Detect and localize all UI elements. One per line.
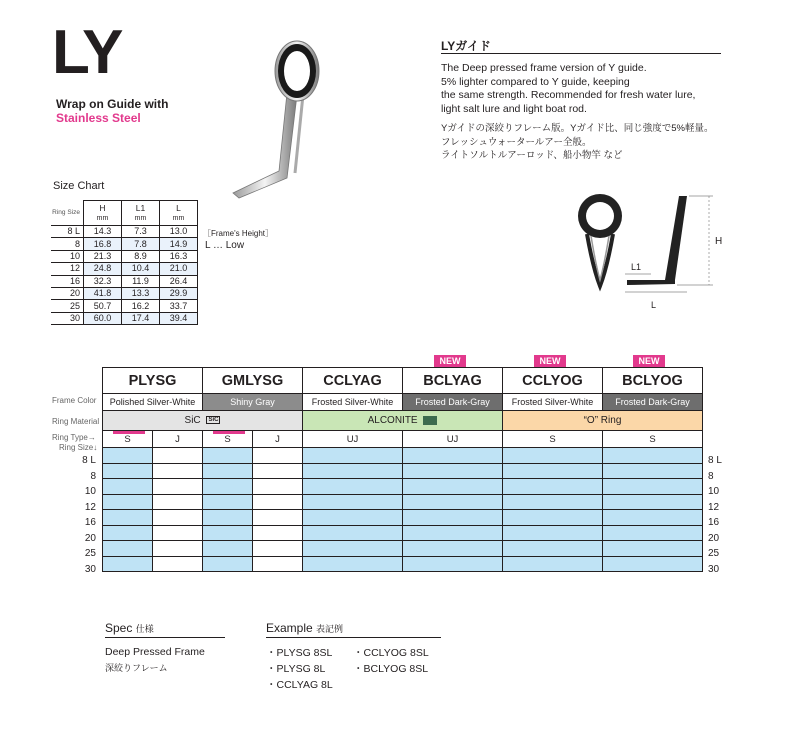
- grid-size-labels-left: [66, 455, 98, 579]
- ring-material-label: Ring Material: [52, 417, 100, 426]
- ring-type-cell: UJ: [303, 431, 403, 448]
- size-row: 25 50.7 16.2 33.7: [51, 300, 198, 312]
- desc-en-line: light salt lure and light boat rod.: [441, 102, 587, 115]
- frame-color-cell: Shiny Gray: [203, 394, 303, 411]
- description-japanese: [441, 122, 761, 163]
- spec-line2: 深絞りフレーム: [105, 663, 168, 673]
- size-grid-row: [103, 541, 703, 557]
- example-item: ・CCLYAG 8L: [266, 679, 333, 691]
- model-gmlysg: GMLYSG: [203, 368, 303, 394]
- model-bclyog: BCLYOG: [603, 368, 703, 394]
- size-row: 30 60.0 17.4 39.4: [51, 312, 198, 324]
- grid-size-label: 16: [84, 517, 96, 528]
- example-heading: Example 表記例: [266, 621, 344, 635]
- ring-type-cell: J: [253, 431, 303, 448]
- frame-color-cell: Frosted Dark-Gray: [603, 394, 703, 411]
- example-item: ・CCLYOG 8SL: [353, 647, 429, 659]
- guide-photo: [225, 33, 345, 203]
- ring-type-cell: J: [153, 431, 203, 448]
- description-heading: LYガイド: [441, 39, 491, 53]
- grid-size-label: 25: [708, 548, 720, 559]
- description-rule: [441, 53, 721, 54]
- frame-color-cell: Polished Silver-White: [103, 394, 203, 411]
- alconite-label: ALCONITE: [367, 415, 418, 426]
- example-item: ・PLYSG 8SL: [266, 647, 333, 659]
- grid-size-label: 12: [84, 501, 96, 513]
- size-grid-row: [103, 556, 703, 572]
- frame-color-cell: Frosted Dark-Gray: [403, 394, 503, 411]
- ring-type-cell: S: [103, 431, 153, 448]
- frame-height-note: ［Frame's Height］: [203, 229, 273, 238]
- size-grid-row: [103, 448, 703, 464]
- new-badge-cclyog: NEW: [534, 355, 566, 368]
- product-title: LY: [52, 18, 122, 87]
- size-row: 12 24.8 10.4 21.0: [51, 263, 198, 275]
- grid-size-label: 20: [84, 532, 96, 544]
- frame-color-row: [103, 394, 703, 411]
- frame-color-cell: Frosted Silver-White: [503, 394, 603, 411]
- ring-size-label: Ring Size↓: [59, 443, 98, 452]
- size-grid-row: [103, 479, 703, 495]
- ring-type-row: [103, 431, 703, 448]
- size-row: 10 21.3 8.9 16.3: [51, 250, 198, 262]
- desc-jp-line: フレッシュウォータールアー全般。: [441, 136, 592, 148]
- grid-size-label: 16: [708, 517, 720, 528]
- model-plysg: PLYSG: [103, 368, 203, 394]
- ring-type-cell: UJ: [403, 431, 503, 448]
- grid-size-label: 12: [708, 501, 720, 513]
- example-item: ・BCLYOG 8SL: [353, 663, 429, 675]
- frame-color-cell: Frosted Silver-White: [303, 394, 403, 411]
- grid-size-label: 25: [84, 548, 96, 559]
- desc-en-line: 5% lighter compared to Y guide, keeping: [441, 75, 630, 88]
- size-row: 8 16.8 7.8 14.9: [51, 238, 198, 250]
- frame-color-label: Frame Color: [52, 396, 97, 405]
- grid-size-label: 8: [90, 470, 96, 482]
- ring-material-alconite: [303, 411, 503, 431]
- desc-jp-line: Yガイドの深絞りフレーム版。Yガイド比、同じ強度で5%軽量。: [441, 123, 714, 134]
- alconite-logo-icon: [423, 416, 437, 425]
- subtitle-line1: Wrap on Guide with: [56, 97, 169, 111]
- grid-size-label: 8 L: [82, 455, 96, 466]
- ring-type-label: Ring Type→: [52, 433, 96, 442]
- col-header-l1: L1 mm: [122, 201, 160, 226]
- spec-heading: Spec 仕様: [105, 621, 154, 635]
- ring-material-sic: [103, 411, 303, 431]
- grid-size-label: 8 L: [708, 455, 722, 466]
- size-grid-row: [103, 494, 703, 510]
- desc-en-line: The Deep pressed frame version of Y guide.: [441, 62, 647, 74]
- size-row: 8 L 14.3 7.3 13.0: [51, 226, 198, 238]
- diagram-label-l: L: [651, 300, 657, 310]
- size-grid-row: [103, 463, 703, 479]
- subtitle-line2: Stainless Steel: [56, 111, 141, 125]
- ring-material-o-ring: “O” Ring: [503, 411, 703, 431]
- size-grid-row: [103, 510, 703, 526]
- grid-size-label: 30: [708, 563, 720, 575]
- desc-jp-line: ライトソルトルアーロッド、船小物竿 など: [441, 150, 623, 161]
- low-note: L … Low: [205, 240, 245, 251]
- size-row: 16 32.3 11.9 26.4: [51, 275, 198, 287]
- example-item: ・PLYSG 8L: [266, 663, 326, 675]
- size-row: 20 41.8 13.3 29.9: [51, 287, 198, 299]
- grid-size-label: 10: [84, 486, 96, 497]
- model-cclyog: CCLYOG: [503, 368, 603, 394]
- model-bclyag: BCLYAG: [403, 368, 503, 394]
- description-english: [441, 62, 741, 116]
- ring-type-cell: S: [503, 431, 603, 448]
- model-row: [103, 368, 703, 394]
- grid-size-label: 30: [84, 563, 96, 575]
- diagram-label-l1: L1: [631, 262, 642, 272]
- product-table: [102, 367, 703, 572]
- ring-type-cell: S: [203, 431, 253, 448]
- grid-size-labels-right: [708, 455, 740, 579]
- diagram-label-h: H: [715, 236, 723, 247]
- guide-dimension-diagram: [565, 188, 730, 313]
- sic-label: SiC: [184, 415, 201, 426]
- grid-size-label: 8: [708, 470, 714, 482]
- grid-size-label: 20: [708, 532, 720, 544]
- size-chart-title: Size Chart: [53, 180, 105, 192]
- spec-line1: Deep Pressed Frame: [105, 646, 205, 658]
- col-header-h: H mm: [84, 201, 122, 226]
- ring-material-row: [103, 411, 703, 431]
- grid-size-label: 10: [708, 486, 720, 497]
- ring-size-header: Ring Size: [51, 201, 84, 226]
- model-cclyag: CCLYAG: [303, 368, 403, 394]
- ring-type-cell: S: [603, 431, 703, 448]
- new-badge-bclyog: NEW: [633, 355, 665, 368]
- new-badge-bclyag: NEW: [434, 355, 466, 368]
- size-chart-table: [51, 200, 198, 325]
- example-rule: [266, 637, 441, 638]
- spec-rule: [105, 637, 225, 638]
- sic-logo-mark: SiC: [208, 417, 219, 424]
- col-header-l: L mm: [160, 201, 198, 226]
- desc-en-line: the same strength. Recommended for fresh water lure,: [441, 89, 696, 101]
- size-grid-row: [103, 525, 703, 541]
